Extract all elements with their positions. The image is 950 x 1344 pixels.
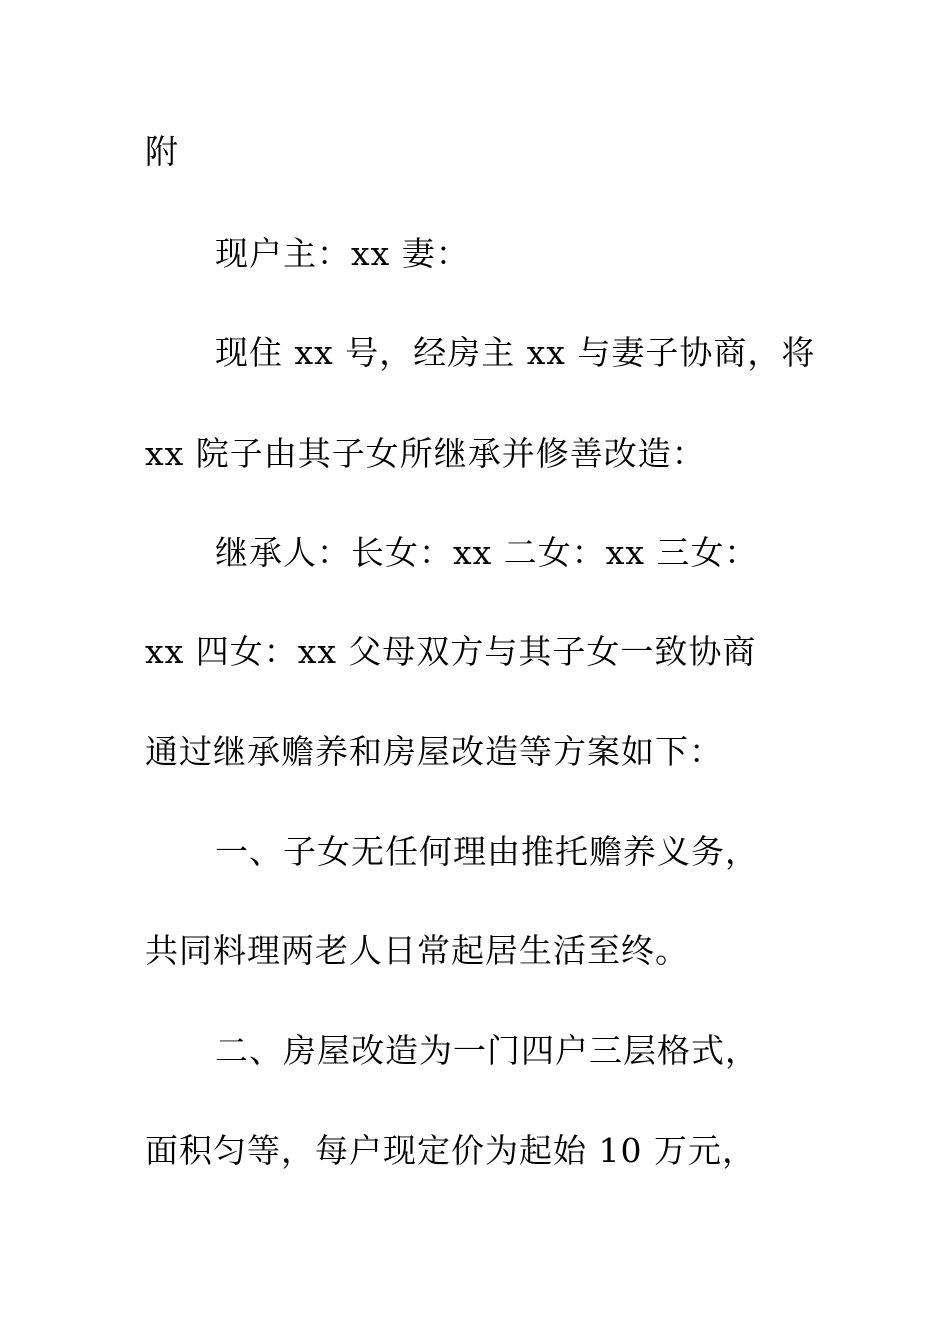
- household-head-line: 现户主：xx 妻：: [215, 234, 470, 273]
- heirs-line: 继承人：长女：xx 二女：xx 三女：: [215, 533, 759, 572]
- paragraph-line: 共同料理两老人日常起居生活至终。: [145, 931, 689, 970]
- paragraph-line: 面积匀等，每户现定价为起始 10 万元，: [145, 1131, 756, 1170]
- clause-two-line: 二、房屋改造为一门四户三层格式，: [215, 1031, 759, 1070]
- paragraph-line: xx 院子由其子女所继承并修善改造：: [145, 434, 706, 473]
- paragraph-line: xx 四女：xx 父母双方与其子女一致协商: [145, 632, 757, 671]
- heading-fu: 附: [145, 132, 179, 171]
- clause-one-line: 一、子女无任何理由推托赡养义务，: [215, 832, 759, 871]
- paragraph-line: 现住 xx 号，经房主 xx 与妻子协商，将: [215, 333, 816, 372]
- paragraph-line: 通过继承赡养和房屋改造等方案如下：: [145, 732, 723, 771]
